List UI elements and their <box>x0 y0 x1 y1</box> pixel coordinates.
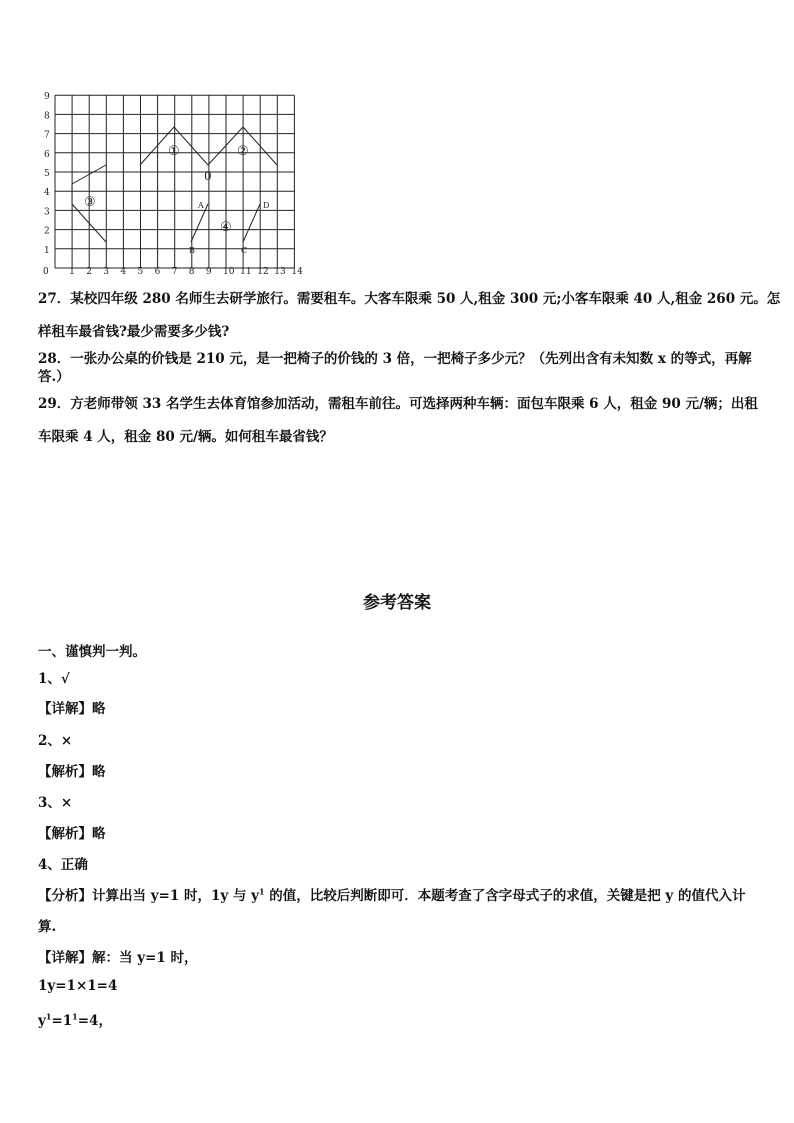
y-tick-label: 2 <box>44 226 50 237</box>
question-28-line1: 28．一张办公桌的价钱是 210 元，是一把椅子的价钱的 3 倍，一把椅子多少元？（先列出含有未知数 x 的等式，再解 <box>38 351 752 367</box>
x-tick-label: 6 <box>154 267 161 277</box>
question-29-line2: 车限乘 4 人，租金 80 元/辆。如何租车最省钱？ <box>38 429 333 445</box>
answer-3: 3、× <box>38 795 73 811</box>
answer-2-note: 【解析】略 <box>38 764 106 780</box>
label-circle-2: ② <box>237 144 249 159</box>
x-tick-label: 8 <box>188 267 195 277</box>
section-heading: 一、谨慎判一判。 <box>38 644 146 660</box>
eq2-b: =1 <box>51 1013 73 1029</box>
grid-svg <box>38 80 308 280</box>
y-tick-label: 9 <box>44 92 50 103</box>
answer-4-detail: 【详解】解：当 y=1 时， <box>38 950 198 966</box>
answer-1-note: 【详解】略 <box>38 701 106 717</box>
answer-2: 2、× <box>38 733 73 749</box>
answers-title: 参考答案 <box>363 593 431 613</box>
answer-4-eq2 <box>38 1009 112 1029</box>
y-tick-label: 5 <box>44 169 50 179</box>
question-28-line2: 答.） <box>38 369 70 385</box>
x-tick-label: 1 <box>69 267 75 277</box>
label-o: 0 <box>204 169 212 183</box>
x-tick-label: 3 <box>103 267 110 277</box>
answer-4-analysis-sup: 1 <box>258 886 265 897</box>
eq2-c: =4， <box>77 1013 112 1029</box>
answer-4-analysis-part1: 【分析】计算出当 y=1 时，1y 与 y <box>38 888 259 904</box>
x-tick-label: 14 <box>291 267 303 277</box>
label-a: A <box>198 201 204 210</box>
x-tick-label: 9 <box>205 267 212 277</box>
eq2-sup2: 1 <box>72 1011 78 1022</box>
answer-1: 1、√ <box>38 671 70 687</box>
x-tick-label: 7 <box>171 267 178 277</box>
segment-dc <box>243 204 260 242</box>
coordinate-grid <box>38 80 308 280</box>
answer-4-analysis-part2: 的值，比较后判断即可．本题考查了含字母式子的求值，关键是把 y 的值代入计 <box>264 888 746 904</box>
y-tick-label: 8 <box>44 111 50 122</box>
y-tick-label: 1 <box>44 245 50 256</box>
question-27-line2: 样租车最省钱?最少需要多少钱? <box>38 324 230 340</box>
label-circle-1: ① <box>168 144 180 159</box>
answer-4: 4、正确 <box>38 857 88 873</box>
answer-4-analysis <box>38 884 745 904</box>
label-c: C <box>241 246 248 255</box>
y-tick-label: 3 <box>44 207 50 218</box>
x-tick-label: 12 <box>257 267 269 277</box>
x-tick-label: 4 <box>120 267 127 277</box>
y-tick-label: 4 <box>44 188 50 199</box>
label-b: B <box>189 246 195 255</box>
answer-4-eq1: 1y=1×1=4 <box>38 978 118 994</box>
answer-3-note: 【解析】略 <box>38 826 106 842</box>
label-d: D <box>263 201 270 210</box>
x-tick-label: 10 <box>223 267 235 277</box>
x-tick-label: 5 <box>137 267 144 277</box>
x-tick-label: 0 <box>43 267 49 277</box>
question-27-line1: 27．某校四年级 280 名师生去研学旅行。需要租车。大客车限乘 50 人,租金 300 元;小客车限乘 40 人,租金 260 元。怎 <box>38 291 781 307</box>
question-29-line1: 29．方老师带领 33 名学生去体育馆参加活动，需租车前往。可选择两种车辆：面包车限乘 6 人，租金 90 元/辆；出租 <box>38 396 758 412</box>
y-tick-label: 7 <box>44 130 50 141</box>
answer-4-analysis-line2: 算. <box>38 919 57 935</box>
x-tick-label: 2 <box>86 267 92 277</box>
y-tick-label: 6 <box>44 149 50 160</box>
label-circle-4: ④ <box>220 220 232 235</box>
label-circle-3: ③ <box>84 195 96 210</box>
eq2-a: y <box>38 1013 46 1029</box>
x-tick-label: 11 <box>240 267 252 277</box>
x-tick-label: 13 <box>274 267 286 277</box>
eq2-sup1: 1 <box>45 1011 52 1022</box>
